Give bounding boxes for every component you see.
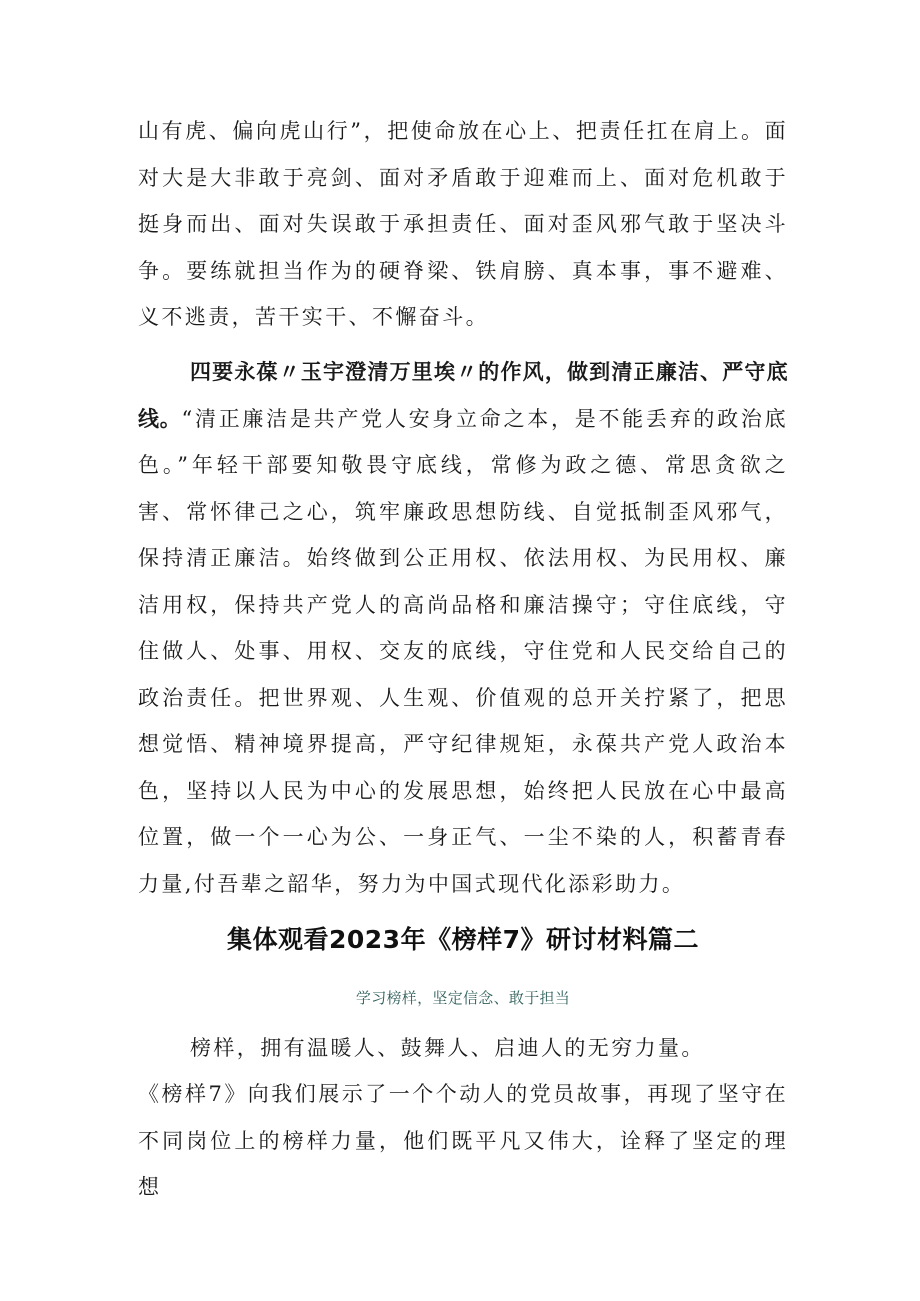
body-paragraph-2: [138, 349, 788, 907]
paragraph-body-text: “清正廉洁是共产党人安身立命之本，是不能丢弃的政治底色。”年轻干部要知敬畏守底线，常修为政之德、常思贪欲之害、常怀律己之心，筑牢廉政思想防线、自觉抵制歪风邪气，保持清正廉洁。始终做到公正用权、依法用权、为民用权、廉洁用权，保持共产党人的高尚品格和廉洁操守；守住底线，守住做人、处事、用权、交友的底线，守住党和人民交给自己的政治责任。把世界观、人生观、价值观的总开关拧紧了，把思想觉悟、精神境界提高，严守纪律规矩，永葆共产党人政治本色，坚持以人民为中心的发展思想，始终把人民放在心中最高位置，做一个一心为公、一身正气、一尘不染的人，积蓄青春力量,付吾辈之韶华，努力为中国式现代化添彩助力。: [138, 406, 788, 896]
body-paragraph-1: 山有虎、偏向虎山行”，把使命放在心上、把责任扛在肩上。面对大是大非敢于亮剑、面对矛盾敢于迎难而上、面对危机敢于挺身而出、面对失误敢于承担责任、面对歪风邪气敢于坚决斗争。要练就担当作为的硬脊梁、铁肩膀、真本事，事不避难、义不逃责，苦干实干、不懈奋斗。: [138, 119, 788, 329]
section-title: 集体观看2023年《榜样7》研讨材料篇二: [227, 925, 699, 954]
section-subtitle: 学习榜样，坚定信念、敢于担当: [355, 989, 571, 1007]
paragraph-lead-sentence: 四要永葆〃玉宇澄清万里埃〃的作风，做到清正廉洁、严守底线。: [138, 360, 788, 431]
body-paragraph-4: 《榜样7》向我们展示了一个个动人的党员故事，再现了坚守在不同岗位上的榜样力量，他们既平凡又伟大，诠释了坚定的理想: [138, 1082, 788, 1199]
body-paragraph-3: 榜样，拥有温暖人、鼓舞人、启迪人的无穷力量。: [190, 1036, 705, 1060]
